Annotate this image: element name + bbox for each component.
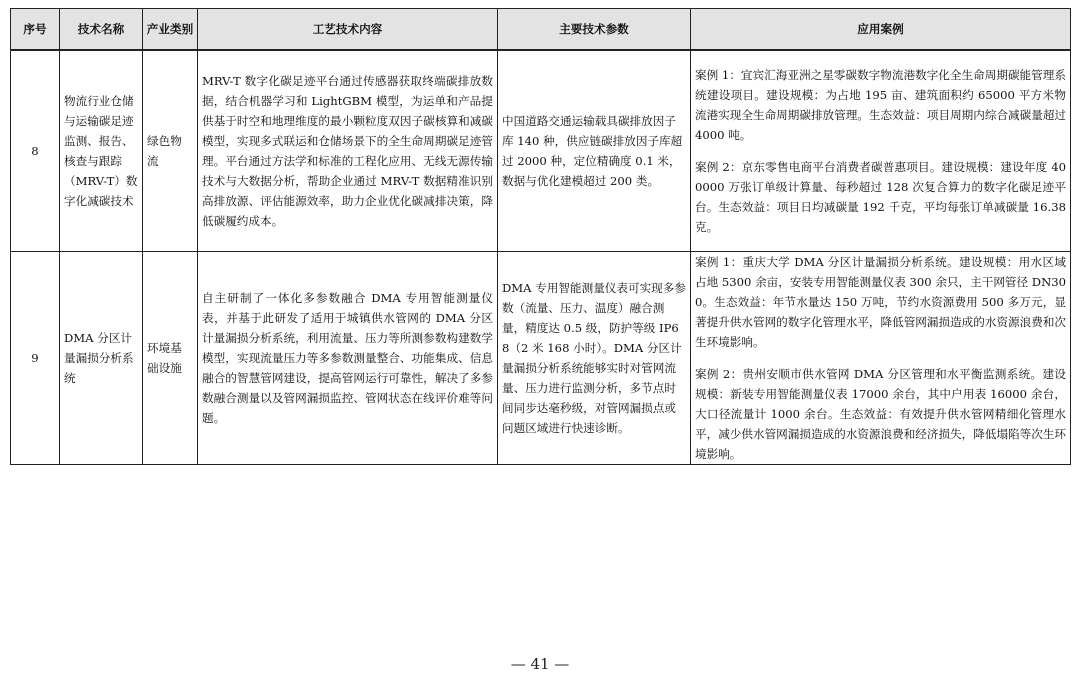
row-serial-number: 8: [11, 50, 60, 252]
row-main-parameters: 中国道路交通运输载具碳排放因子库 140 种，供应链碳排放因子库超过 2000 种，定位精确度 0.1 米，数据与优化建模超过 200 类。: [498, 50, 691, 252]
page-number: — 41 —: [510, 655, 570, 673]
header-industry-category: 产业类别: [143, 9, 198, 51]
case-2-text: 案例 2：贵州安顺市供水管网 DMA 分区管理和水平衡监测系统。建设规模：新装专用智能测量仪表 17000 余台，其中户用表 16000 余台，大口径流量计 1000 余台。生态效益：有效提升供水管网精细化管理水平，减少供水管网漏损造成的水资源浪费和经济损失，降低塌陷等次生环境影响。: [695, 367, 1067, 461]
row-application-cases: [691, 50, 1071, 252]
row-technology-name: 物流行业仓储与运输碳足迹监测、报告、核查与跟踪（MRV-T）数字化减碳技术: [60, 50, 143, 252]
row-technology-name: DMA 分区计量漏损分析系统: [60, 252, 143, 465]
case-2-text: 案例 2：京东零售电商平台消费者碳普惠项目。建设规模：建设年度 400000 万张订单级计算量、每秒超过 128 次复合算力的数字化碳足迹平台。生态效益：项目日均减碳量 192 千克，平均每张订单减碳量 16.38 克。: [695, 160, 1066, 234]
header-process-content: 工艺技术内容: [198, 9, 498, 51]
header-main-parameters: 主要技术参数: [498, 9, 691, 51]
row-application-cases: [691, 252, 1071, 465]
row-industry-category: 绿色物流: [143, 50, 198, 252]
table-row: [11, 252, 1071, 465]
case-1-text: 案例 1：宜宾汇海亚洲之星零碳数字物流港数字化全生命周期碳能管理系统建设项目。建设规模：为占地 195 亩、建筑面积约 65000 平方米物流港实现全生命周期碳排放管理。生态效益：项目周期内综合减碳量超过 4000 吨。: [695, 68, 1067, 142]
table-row: [11, 50, 1071, 252]
row-serial-number: 9: [11, 252, 60, 465]
row-industry-category: 环境基础设施: [143, 252, 198, 465]
table-header-row: [11, 9, 1071, 51]
row-process-content: MRV-T 数字化碳足迹平台通过传感器获取终端碳排放数据，结合机器学习和 LightGBM 模型，为运单和产品提供基于时空和地理维度的最小颗粒度双因子碳核算和减碳模型，实现多式联运和仓储场景下的全生命周期碳足迹管理。平台通过方法学和标准的工程化应用、无线无源传输技术与大数据分析，帮助企业通过 MRV-T 数据精准识别高排放源、评估能源效率，助力企业优化碳减排决策，降低碳履约成本。: [198, 50, 498, 252]
case-1-text: 案例 1：重庆大学 DMA 分区计量漏损分析系统。建设规模：用水区域占地 5300 余亩，安装专用智能测量仪表 300 余只，主干网管径 DN300。生态效益：年节水量达 150 万吨，节约水资源费用 500 多万元，显著提升供水管网的数字化管理水平，降低管网漏损造成的水资源浪费和次生环境影响。: [695, 255, 1067, 349]
header-technology-name: 技术名称: [60, 9, 143, 51]
header-application-cases: 应用案例: [691, 9, 1071, 51]
header-serial-number: 序号: [11, 9, 60, 51]
row-main-parameters: DMA 专用智能测量仪表可实现多参数（流量、压力、温度）融合测量，精度达 0.5 级，防护等级 IP68（2 米 168 小时）。DMA 分区计量漏损分析系统能够实时对管网流量、压力进行监测分析，多节点时间同步达毫秒级，对管网漏损点或问题区域进行快速诊断。: [498, 252, 691, 465]
technology-table: [10, 8, 1071, 465]
row-process-content: 自主研制了一体化多参数融合 DMA 专用智能测量仪表，并基于此研发了适用于城镇供水管网的 DMA 分区计量漏损分析系统，利用流量、压力等所测参数构建数学模型，实现流量压力等多参数测量整合、功能集成、信息融合的智慧管网建设，提高管网运行可靠性，解决了多参数融合测量以及管网漏损监控、管网状态在线评价难等问题。: [198, 252, 498, 465]
